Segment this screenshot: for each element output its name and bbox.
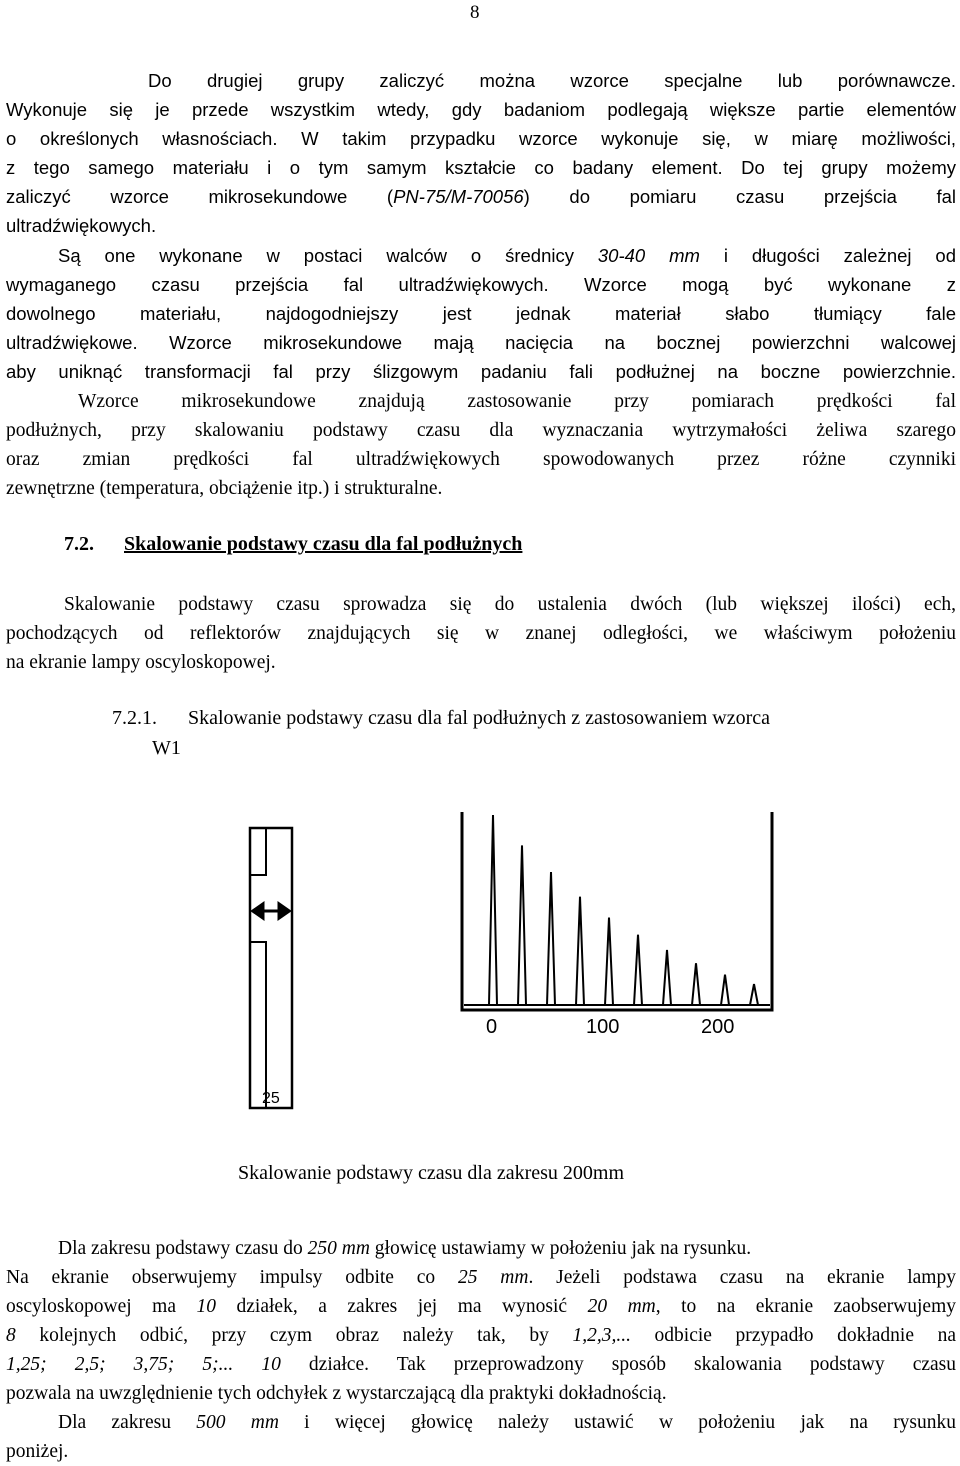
text-line: Dla zakresu podstawy czasu do 250 mm głowicę ustawiamy w położeniu jak na rysunku.: [58, 1238, 752, 1259]
subsection-title: Skalowanie podstawy czasu dla fal podłużnych z zastosowaniem wzorca: [188, 707, 771, 729]
text-line: Skalowanie podstawy czasu sprowadza się do ustalenia dwóch (lub większej ilości) ech,: [64, 594, 956, 615]
text-line: Są one wykonane w postaci walców o średnicy 30-40 mm i długości zależnej od: [58, 245, 956, 266]
echo-pulse: [547, 872, 555, 1005]
figure-caption: Skalowanie podstawy czasu dla zakresu 200mm: [238, 1162, 625, 1184]
section-number: 7.2.: [64, 533, 94, 555]
text-line: ultradźwiękowe. Wzorce mikrosekundowe mają nacięcia na bocznej powierzchni walcowej: [6, 332, 956, 353]
text-line: na ekranie lampy oscyloskopowej.: [6, 652, 276, 673]
echo-pulse: [576, 897, 584, 1005]
text-line: oraz zmian prędkości fal ultradźwiękowych spowodowanych przez różne czynniki: [6, 449, 956, 470]
echo-pulse: [489, 815, 497, 1005]
paragraph-6: [6, 1408, 956, 1466]
text-line: zewnętrzne (temperatura, obciążenie itp.) i strukturalne.: [6, 478, 443, 499]
text-line: Wzorce mikrosekundowe znajdują zastosowanie przy pomiarach prędkości fal: [78, 391, 956, 412]
axis-tick-labels: [486, 1016, 734, 1038]
echo-pulse: [750, 984, 758, 1005]
text-line: Do drugiej grupy zaliczyć można wzorce specjalne lub porównawcze.: [148, 70, 956, 91]
paragraph-5: [6, 1234, 956, 1408]
text-line: oscyloskopowej ma 10 działek, a zakres jej ma wynosić 20 mm, to na ekranie zaobserwujemy: [6, 1296, 957, 1317]
page-number: 8: [470, 2, 480, 23]
text-line: zaliczyć wzorce mikrosekundowe (PN-75/M-70056) do pomiaru czasu przejścia fal: [6, 186, 956, 207]
text-line: Na ekranie obserwujemy impulsy odbite co 25 mm. Jeżeli podstawa czasu na ekranie lampy: [6, 1267, 956, 1288]
text-line: podłużnych, przy skalowaniu podstawy czasu dla wyznaczania wytrzymałości żeliwa szarego: [6, 420, 956, 441]
echo-pulse: [634, 935, 642, 1005]
echo-pulses: [464, 815, 770, 1005]
text-line: wymaganego czasu przejścia fal ultradźwiękowych. Wzorce mogą być wykonane z: [6, 274, 956, 295]
subsection-number: 7.2.1.: [112, 707, 157, 729]
axis-tick-label: 0: [486, 1016, 498, 1038]
text-line: o określonych własnościach. W takim przypadku wzorce wykonuje się, w miarę możliwości,: [6, 128, 956, 149]
echo-pulse: [721, 975, 729, 1005]
text-line: pozwala na uwzględnienie tych odchyłek z wystarczającą dla praktyki dokładnością.: [6, 1383, 667, 1404]
text-line: dowolnego materiału, najdogodniejszy jest jednak materiał słabo tłumiący fale: [6, 303, 956, 324]
text-line: Dla zakresu 500 mm i więcej głowicę należy ustawić w położeniu jak na rysunku: [58, 1412, 957, 1433]
subsection-title-continued: W1: [152, 737, 181, 759]
text-line: poniżej.: [6, 1441, 69, 1462]
axis-tick-label: 100: [586, 1016, 620, 1038]
text-line: ultradźwiękowych.: [6, 215, 157, 236]
text-line: pochodzących od reflektorów znajdujących się w znanej odległości, we właściwym położeniu: [6, 623, 956, 644]
block-length-label: 25: [262, 1090, 280, 1107]
text-line: z tego samego materiału i o tym samym kształcie co badany element. Do tej grupy możemy: [6, 157, 956, 178]
echo-pulse: [518, 845, 526, 1005]
echo-pulse: [663, 950, 671, 1005]
probe-arrow-icon: [251, 902, 291, 920]
standard-reference: PN-75/M-70056: [393, 186, 524, 207]
axis-tick-label: 200: [701, 1016, 735, 1038]
text-line: Wykonuje się je przede wszystkim wtedy, gdy badaniom podlegają większe partie elementów: [6, 99, 956, 120]
echo-pulse: [692, 963, 700, 1005]
section-title: Skalowanie podstawy czasu dla fal podłużnych: [124, 533, 523, 555]
calibration-block: [250, 828, 292, 1108]
text-line: 1,25; 2,5; 3,75; 5;... 10 działce. Tak przeprowadzony sposób skalowania podstawy czasu: [6, 1354, 956, 1375]
text-line: 8 kolejnych odbić, przy czym obraz należy tak, by 1,2,3,... odbicie przypadło dokładnie na: [6, 1325, 956, 1346]
text-line: aby uniknąć transformacji fal przy ślizgowym padaniu fali podłużnej na boczne powierzchnie.: [6, 361, 956, 382]
echo-pulse: [605, 918, 613, 1005]
